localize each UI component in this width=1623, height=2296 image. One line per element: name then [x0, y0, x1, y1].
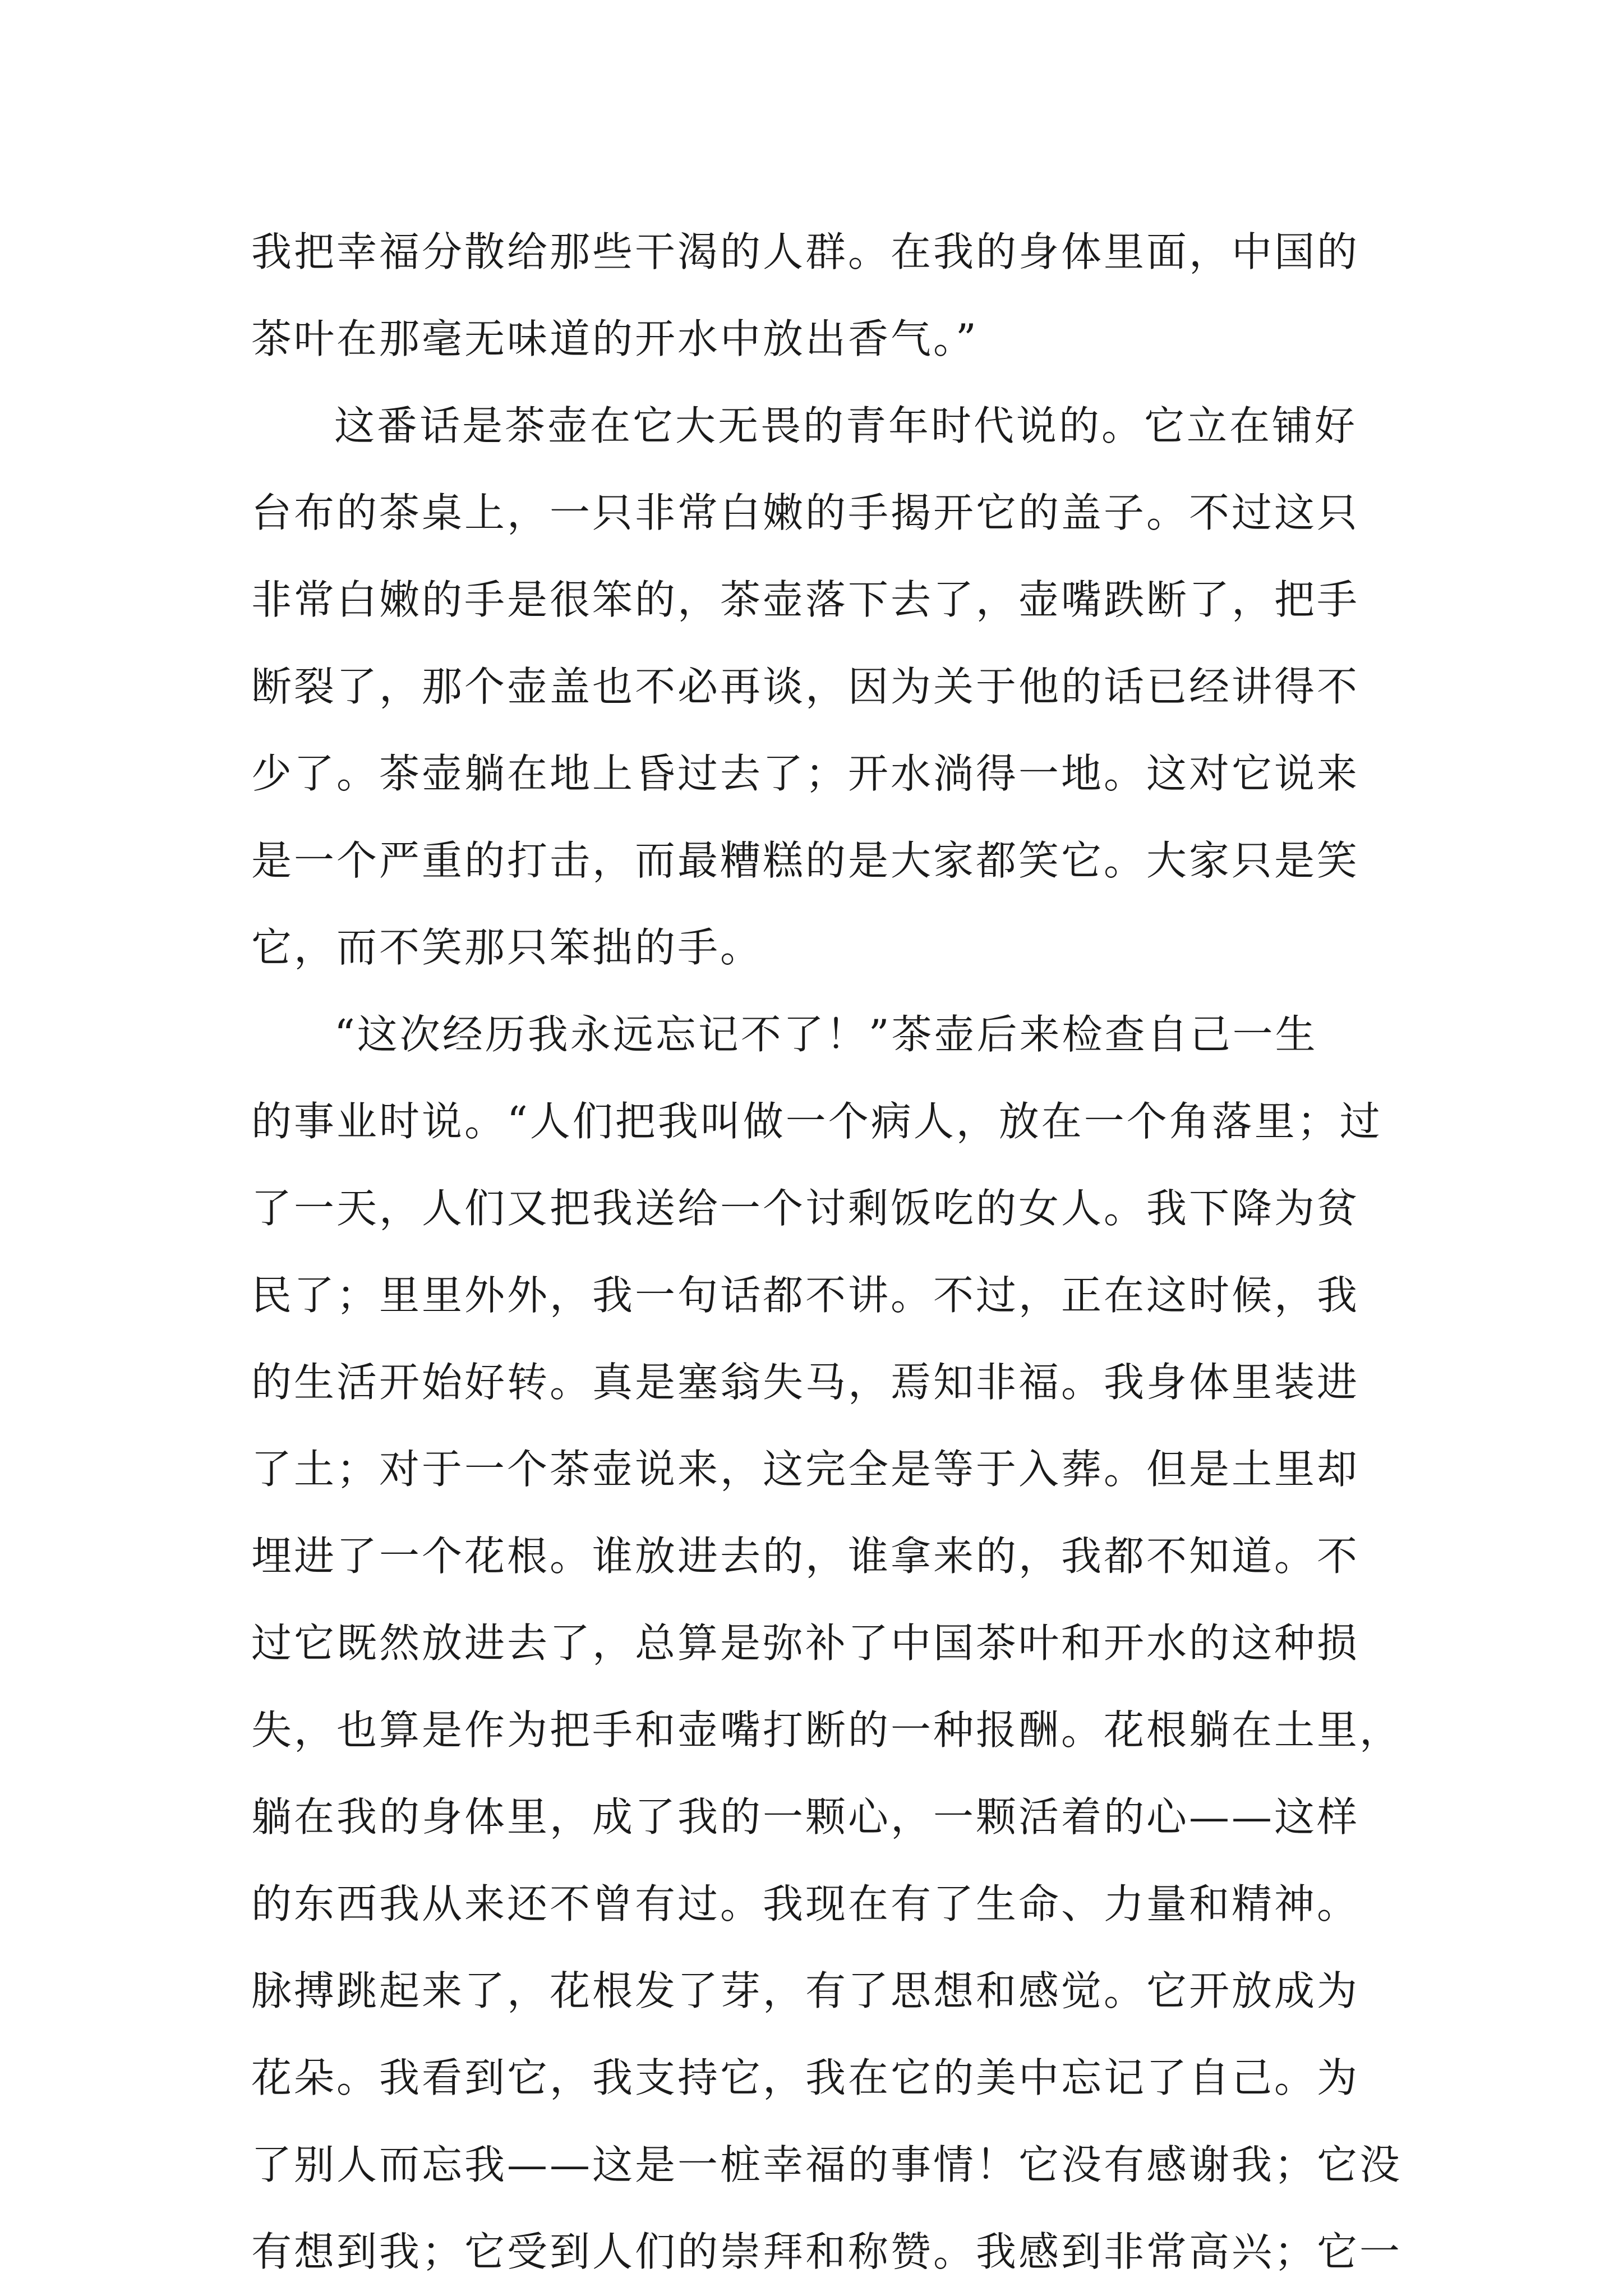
- body-text: [251, 209, 1403, 2295]
- text-line: 花朵。我看到它，我支持它，我在它的美中忘记了自己。为: [251, 2054, 1360, 2101]
- text-line: 民了；里里外外，我一句话都不讲。不过，正在这时候，我: [251, 1272, 1360, 1319]
- text-line: 了土；对于一个茶壶说来，这完全是等于入葬。但是土里却: [251, 1446, 1360, 1493]
- text-line: 的东西我从来还不曾有过。我现在有了生命、力量和精神。: [251, 1880, 1360, 1927]
- text-line: 失，也算是作为把手和壶嘴打断的一种报酬。花根躺在土里，: [251, 1706, 1403, 1754]
- text-line: 断裂了，那个壶盖也不必再谈，因为关于他的话已经讲得不: [251, 663, 1360, 710]
- text-line: 少了。茶壶躺在地上昏过去了；开水淌得一地。这对它说来: [251, 750, 1360, 797]
- text-line: 这番话是茶壶在它大无畏的青年时代说的。它立在铺好: [334, 402, 1358, 449]
- text-line: 是一个严重的打击，而最糟糕的是大家都笑它。大家只是笑: [251, 837, 1360, 884]
- text-line: 脉搏跳起来了，花根发了芽，有了思想和感觉。它开放成为: [251, 1967, 1360, 2014]
- text-line: 了别人而忘我——这是一桩幸福的事情！它没有感谢我；它没: [251, 2141, 1403, 2188]
- text-line: “这次经历我永远忘记不了！”茶壶后来检查自己一生: [334, 1011, 1318, 1058]
- text-line: 过它既然放进去了，总算是弥补了中国茶叶和开水的这种损: [251, 1619, 1360, 1667]
- text-line: 的事业时说。“人们把我叫做一个病人，放在一个角落里；过: [251, 1098, 1382, 1145]
- text-line: 它，而不笑那只笨拙的手。: [251, 924, 763, 971]
- text-line: 茶叶在那毫无味道的开水中放出香气。”: [251, 315, 979, 362]
- text-line: 的生活开始好转。真是塞翁失马，焉知非福。我身体里装进: [251, 1359, 1360, 1406]
- text-line: 有想到我；它受到人们的崇拜和称赞。我感到非常高兴；它一: [251, 2228, 1403, 2275]
- text-line: 非常白嫩的手是很笨的，茶壶落下去了，壶嘴跌断了，把手: [251, 576, 1360, 623]
- text-line: 埋进了一个花根。谁放进去的，谁拿来的，我都不知道。不: [251, 1533, 1360, 1580]
- text-line: 了一天，人们又把我送给一个讨剩饭吃的女人。我下降为贫: [251, 1185, 1360, 1232]
- text-line: 台布的茶桌上，一只非常白嫩的手揭开它的盖子。不过这只: [251, 489, 1360, 536]
- text-line: 躺在我的身体里，成了我的一颗心，一颗活着的心——这样: [251, 1793, 1360, 1841]
- text-line: 我把幸福分散给那些干渴的人群。在我的身体里面，中国的: [251, 228, 1360, 275]
